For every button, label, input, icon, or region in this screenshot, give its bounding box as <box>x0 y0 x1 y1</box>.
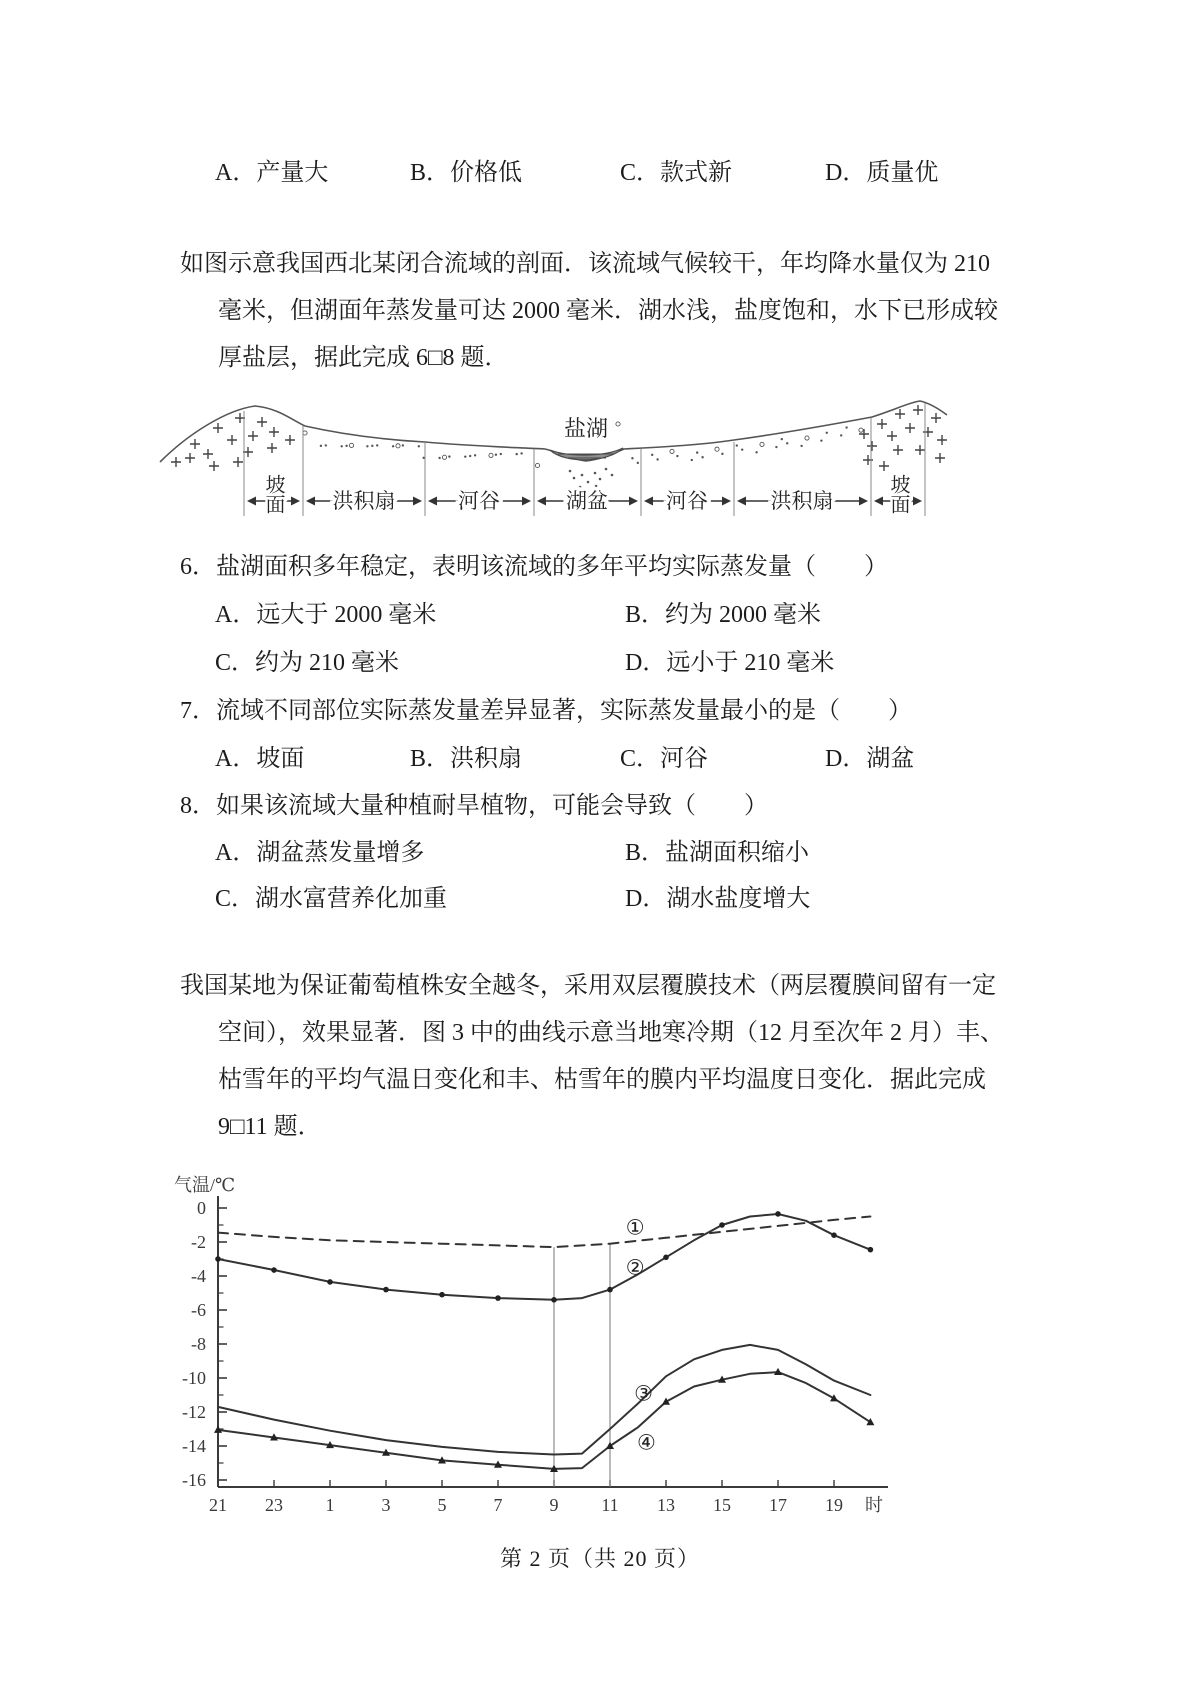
option-b: B．洪积扇 <box>410 746 523 772</box>
svg-text:5: 5 <box>437 1495 447 1515</box>
question-7-options-row <box>0 738 1200 774</box>
page-footer: 第 2 页（共 20 页） <box>499 1546 700 1571</box>
question-8-options-row-1 <box>0 832 1200 868</box>
option-d: D．湖盆 <box>825 746 915 772</box>
zone-label-lake-basin: 湖盆 <box>566 489 608 513</box>
passage-basin <box>180 241 1050 382</box>
svg-text:③: ③ <box>634 1381 654 1406</box>
passage-line: 空间），效果显著．图 3 中的曲线示意当地寒冷期（12 月至次年 2 月）丰、 <box>218 1020 1004 1046</box>
basin-cross-section-diagram <box>150 378 950 530</box>
question-7-stem: 7．流域不同部位实际蒸发量差异显著，实际蒸发量最小的是（ ） <box>180 698 912 724</box>
svg-text:1: 1 <box>325 1495 335 1515</box>
option-c: C．约为 210 毫米 <box>215 650 400 676</box>
option-b: B．约为 2000 毫米 <box>625 602 822 628</box>
option-c: C．湖水富营养化加重 <box>215 886 448 912</box>
passage-line: 9□11 题． <box>218 1114 322 1140</box>
svg-text:13: 13 <box>657 1495 675 1515</box>
option-c: C．河谷 <box>620 746 709 772</box>
svg-text:7: 7 <box>493 1495 503 1515</box>
svg-text:气温/℃: 气温/℃ <box>174 1175 236 1195</box>
svg-text:时: 时 <box>865 1495 883 1515</box>
salt-lake-label: 盐湖 <box>563 416 609 441</box>
zone-label-valley-left: 河谷 <box>458 489 500 513</box>
zone-label-valley-right: 河谷 <box>666 489 708 513</box>
svg-text:-4: -4 <box>191 1266 206 1286</box>
svg-text:-14: -14 <box>182 1436 206 1456</box>
zone-labels <box>262 474 910 514</box>
passage-grape <box>180 963 1050 1151</box>
svg-text:23: 23 <box>265 1495 283 1515</box>
svg-text:0: 0 <box>197 1198 206 1218</box>
option-d: D．远小于 210 毫米 <box>625 650 835 676</box>
zone-label-fan-left: 洪积扇 <box>332 489 396 513</box>
option-b: B．价格低 <box>410 160 523 186</box>
question5-options-row <box>0 152 1200 188</box>
svg-text:17: 17 <box>769 1495 787 1515</box>
option-a: A．湖盆蒸发量增多 <box>215 840 425 866</box>
passage-line: 厚盐层，据此完成 6□8 题． <box>218 345 509 371</box>
passage-line: 毫米，但湖面年蒸发量可达 2000 毫米．湖水浅，盐度饱和，水下已形成较 <box>218 298 998 324</box>
svg-text:②: ② <box>625 1255 645 1280</box>
svg-text:①: ① <box>625 1215 645 1240</box>
passage-line: 我国某地为保证葡萄植株安全越冬，采用双层覆膜技术（两层覆膜间留有一定 <box>180 973 996 999</box>
option-d: D．湖水盐度增大 <box>625 886 811 912</box>
question-8-stem: 8．如果该流域大量种植耐旱植物，可能会导致（ ） <box>180 793 768 819</box>
svg-text:3: 3 <box>381 1495 391 1515</box>
svg-text:-10: -10 <box>182 1368 206 1388</box>
svg-text:21: 21 <box>209 1495 227 1515</box>
zone-label-slope-right: 坡面 <box>887 474 909 514</box>
svg-text:④: ④ <box>636 1430 656 1455</box>
zone-label-slope-left: 坡面 <box>262 474 284 514</box>
svg-text:-6: -6 <box>191 1300 206 1320</box>
question-8-options-row-2 <box>0 878 1200 914</box>
passage-line: 枯雪年的平均气温日变化和丰、枯雪年的膜内平均温度日变化．据此完成 <box>218 1067 986 1093</box>
zone-label-fan-right: 洪积扇 <box>770 489 834 513</box>
option-a: A．产量大 <box>215 160 329 186</box>
option-d: D．质量优 <box>825 160 939 186</box>
svg-text:9: 9 <box>549 1495 559 1515</box>
svg-text:-8: -8 <box>191 1334 206 1354</box>
svg-text:-12: -12 <box>182 1402 206 1422</box>
svg-text:19: 19 <box>825 1495 843 1515</box>
svg-text:11: 11 <box>601 1495 619 1515</box>
question-6-stem: 6．盐湖面积多年稳定，表明该流域的多年平均实际蒸发量（ ） <box>180 554 888 580</box>
question-6-options-row-2 <box>0 642 1200 678</box>
option-b: B．盐湖面积缩小 <box>625 840 810 866</box>
passage-line: 如图示意我国西北某闭合流域的剖面．该流域气候较干，年均降水量仅为 210 <box>180 251 990 277</box>
temperature-chart <box>160 1175 900 1520</box>
option-a: A．坡面 <box>215 746 305 772</box>
option-c: C．款式新 <box>620 160 733 186</box>
option-a: A．远大于 2000 毫米 <box>215 602 437 628</box>
svg-text:15: 15 <box>713 1495 731 1515</box>
svg-text:-16: -16 <box>182 1470 206 1490</box>
question-6-options-row-1 <box>0 594 1200 630</box>
svg-text:-2: -2 <box>191 1232 206 1252</box>
